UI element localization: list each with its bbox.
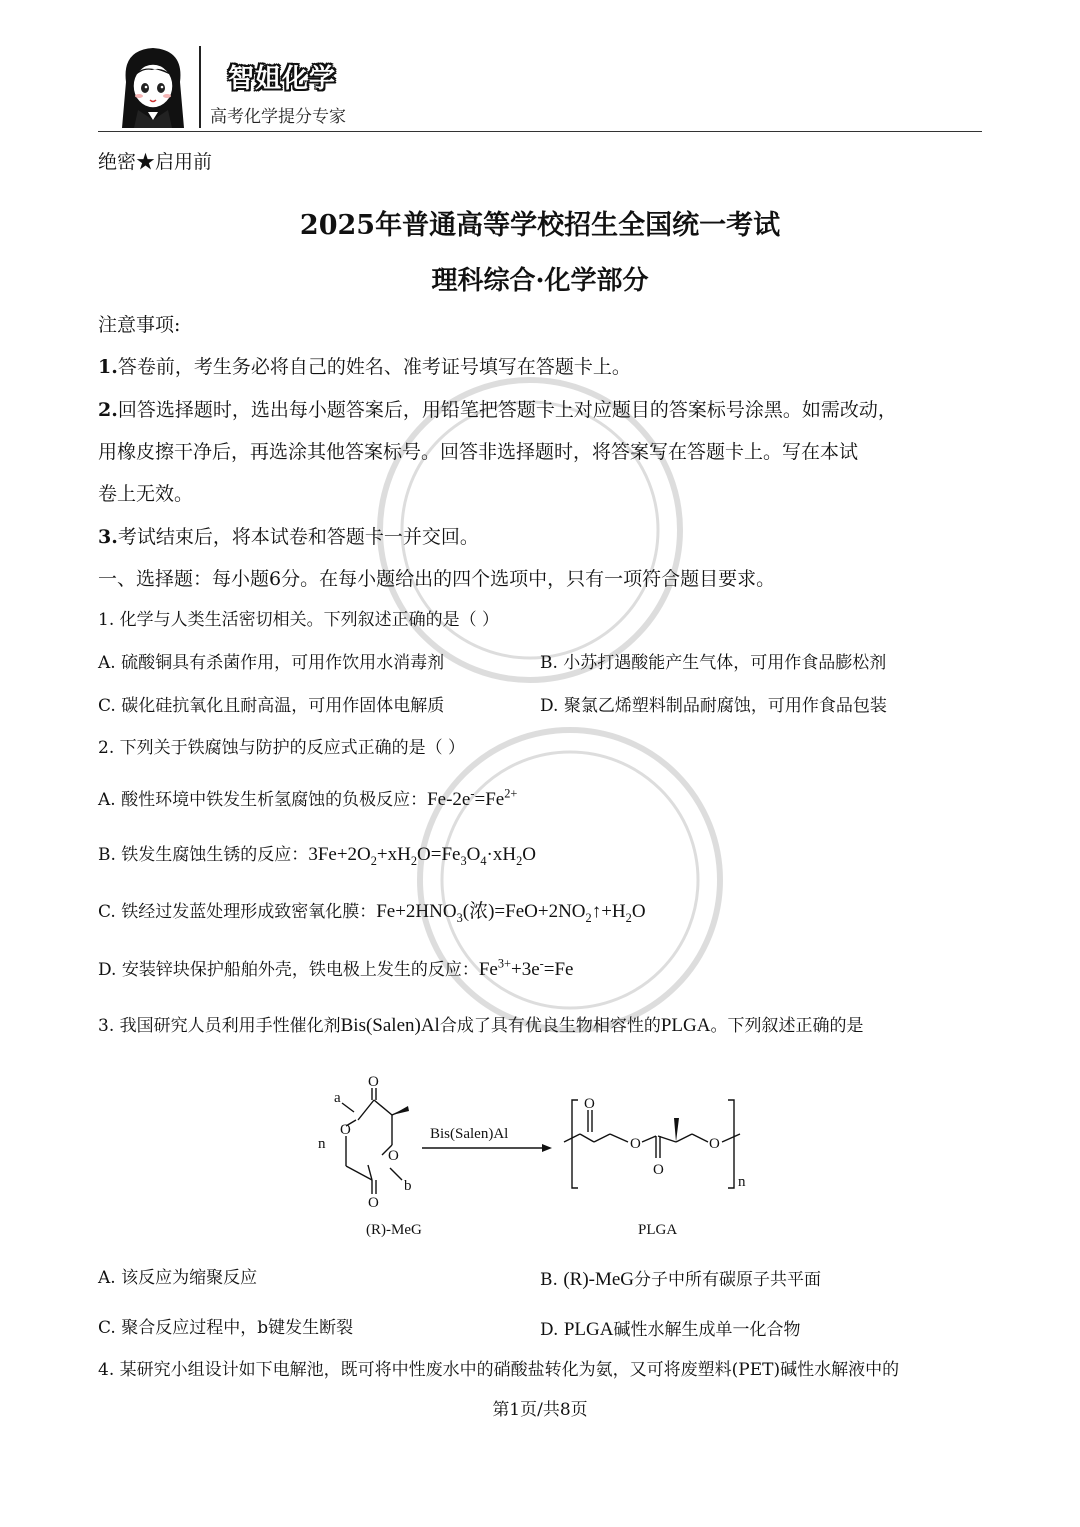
q1-stem: 1. 化学与人类生活密切相关。下列叙述正确的是（ ） [98,610,500,630]
notice-item-1: 1.答卷前，考生务必将自己的姓名、准考证号填写在答题卡上。 [98,356,631,378]
reactant-o-top: O [368,1074,379,1090]
reaction-scheme [310,1070,770,1240]
q2-d-equation: $Fe^{3+}+3e^-=Fe$ [478,956,574,980]
q3-option-d: D. PLGA碱性水解生成单一化合物 [540,1319,801,1340]
reactant-o-bottom: O [368,1195,379,1211]
notice-item-2-line2: 用橡皮擦干净后，再选涂其他答案标号。回答非选择题时，将答案写在答题卡上。写在本试 [98,441,859,463]
arrow-label: Bis(Salen)Al [430,1126,509,1142]
brand-avatar [112,42,194,130]
bond-label-b: b [404,1178,412,1194]
section-heading: 一、选择题：每小题6分。在每小题给出的四个选项中，只有一项符合题目要求。 [98,568,776,590]
secrecy-label: 绝密★启用前 [98,151,213,173]
q1-option-b: B. 小苏打遇酸能产生气体，可用作食品膨松剂 [540,653,887,673]
q2-option-c: C. 铁经过发蓝处理形成致密氧化膜：$Fe+2HNO_3$(浓)$=FeO+2NO_2↑+H_2O$ [98,901,646,925]
q3-option-c: C. 聚合反应过程中，b键发生断裂 [98,1318,354,1338]
bond-label-a: a [334,1090,341,1106]
header-rule [98,131,982,132]
q1-option-d: D. 聚氯乙烯塑料制品耐腐蚀，可用作食品包装 [540,696,887,716]
notice-item-2-line3: 卷上无效。 [98,483,194,505]
q3-stem: 3. 我国研究人员利用手性催化剂Bis(Salen)Al合成了具有优良生物相容性的PLGA。下列叙述正确的是 [98,1015,864,1036]
notice-heading: 注意事项: [98,314,181,336]
q2-stem: 2. 下列关于铁腐蚀与防护的反应式正确的是（ ） [98,738,466,758]
reactant-coefficient-n: n [318,1136,326,1152]
notice-item-2: 2.回答选择题时，选出每小题答案后，用铅笔把答题卡上对应题目的答案标号涂黑。如需改动， [98,399,897,421]
exam-title: 2025年普通高等学校招生全国统一考试 [299,210,781,241]
brand-name: 智姐化学 [228,64,337,94]
q2-a-equation: $Fe-2e^-=Fe^{2+}$ [427,786,518,810]
product-o-ether: O [709,1136,720,1152]
brand-divider [199,46,201,128]
exam-subtitle: 理科综合·化学部分 [431,266,649,296]
brand-tagline: 高考化学提分专家 [210,107,346,127]
q1-option-a: A. 硫酸铜具有杀菌作用，可用作饮用水消毒剂 [98,653,445,673]
q1-option-c: C. 碳化硅抗氧化且耐高温，可用作固体电解质 [98,696,445,716]
q2-option-d: D. 安装锌块保护船舶外壳，铁电极上发生的反应：$Fe^{3+}+3e^-=Fe$ [98,956,574,980]
q2-c-equation: $Fe+2HNO_3$(浓)$=FeO+2NO_2↑+H_2O$ [376,901,646,925]
product-label: PLGA [638,1222,678,1238]
product-o-carbonyl: O [653,1162,664,1178]
q3-option-b: B. (R)-MeG分子中所有碳原子共平面 [540,1269,822,1290]
notice-item-3: 3.考试结束后，将本试卷和答题卡一并交回。 [98,526,479,548]
product-subscript-n: n [738,1174,746,1190]
reactant-label: (R)-MeG [366,1222,422,1238]
reactant-o-ring2: O [388,1148,399,1164]
reactant-structure [342,1088,408,1194]
q2-option-b: B. 铁发生腐蚀生锈的反应：$3Fe+2O_2+xH_2O=Fe_3O_4\cdot xH_2O$ [98,844,537,868]
reactant-o-ring: O [340,1122,351,1138]
page-footer: 第1页/共8页 [492,1400,588,1420]
q3-option-a: A. 该反应为缩聚反应 [98,1268,258,1288]
q2-b-equation: $3Fe+2O_2+xH_2O=Fe_3O_4\cdot xH_2O$ [308,844,537,868]
product-o-ester: O [630,1136,641,1152]
q4-stem: 4. 某研究小组设计如下电解池，既可将中性废水中的硝酸盐转化为氨，又可将废塑料(PET)碱性水解液中的 [98,1360,900,1380]
q2-option-a: A. 酸性环境中铁发生析氢腐蚀的负极反应：$Fe-2e^-=Fe^{2+}$ [98,786,518,810]
product-o-top: O [584,1096,595,1112]
